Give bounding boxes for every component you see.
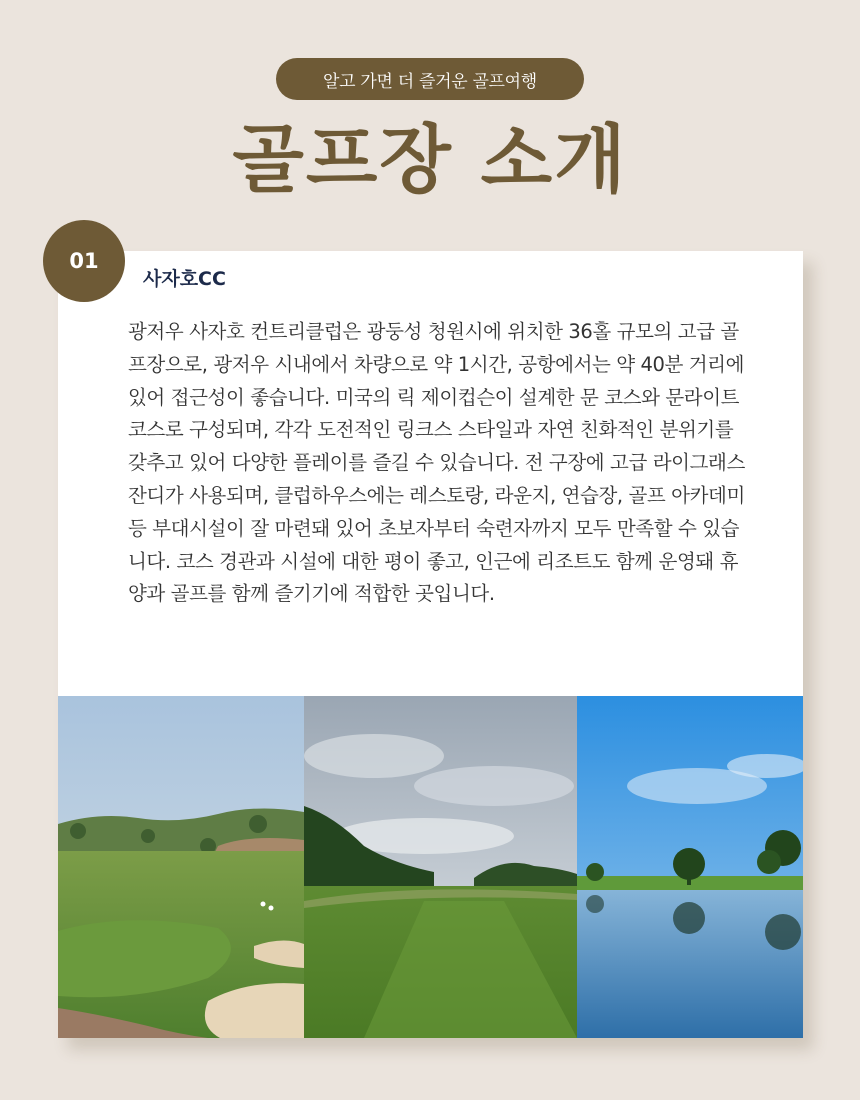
lake-trees-reflection-photo	[577, 696, 803, 1038]
golf-green-bunker-photo	[58, 696, 304, 1038]
fairway-cloudy-sky-photo	[304, 696, 577, 1038]
course-photo-strip	[58, 696, 803, 1038]
page-title: 골프장 소개	[232, 117, 628, 203]
course-name: 사자호CC	[143, 268, 226, 290]
course-number-badge: 01	[43, 220, 125, 302]
course-description: 광저우 사자호 컨트리클럽은 광둥성 청원시에 위치한 36홀 규모의 고급 골프장으로, 광저우 시내에서 차량으로 약 1시간, 공항에서는 약 40분 거리에 있어 접근성이 좋습니다. 미국의 릭 제이컵슨이 설계한 문 코스와 문라이트 코스로 구성되며, 각각 도전적인 링크스 스타일과 자연 친화적인 분위기를 갖추고 있어 다양한 플레이를 즐길 수 있습니다. 전 구장에 고급 라이그래스 잔디가 사용되며, 클럽하우스에는 레스토랑, 라운지, 연습장, 골프 아카데미 등 부대시설이 잘 마련돼 있어 초보자부터 숙련자까지 모두 만족할 수 있습니다. 코스 경관과 시설에 대한 평이 좋고, 인근에 리조트도 함께 운영돼 휴양과 골프를 함께 즐기기에 적합한 곳입니다.	[128, 320, 745, 606]
subtitle-badge: 알고 가면 더 즐거운 골프여행	[276, 58, 584, 100]
